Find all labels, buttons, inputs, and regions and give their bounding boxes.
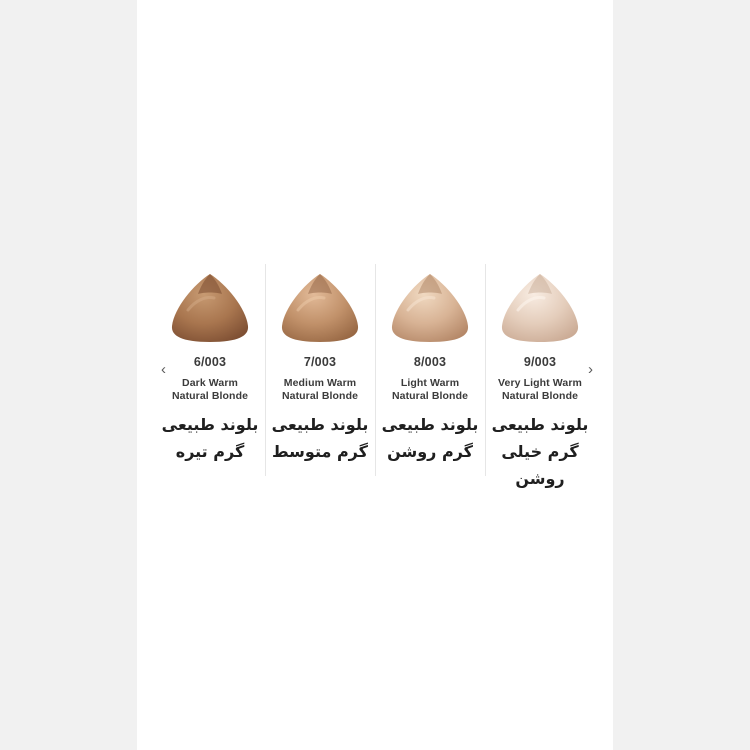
shade-name-fa bbox=[382, 411, 479, 465]
shade-name-en-line1: Light Warm bbox=[400, 377, 460, 389]
hair-strand-shape bbox=[168, 270, 252, 344]
shade-name-fa-line1: بلوند طبیعی bbox=[381, 415, 479, 434]
hair-swatch-image bbox=[270, 262, 370, 350]
shade-name-en bbox=[282, 377, 358, 403]
chevron-left-icon[interactable]: ‹ bbox=[161, 361, 166, 378]
shade-swatch-9-003[interactable] bbox=[485, 262, 595, 492]
shade-name-fa-line2: گرم خیلی روشن bbox=[501, 442, 579, 488]
shade-code: 7/003 bbox=[303, 355, 337, 369]
shade-code: 8/003 bbox=[413, 355, 447, 369]
shade-name-fa bbox=[485, 411, 595, 492]
shade-name-en bbox=[172, 377, 248, 403]
shade-name-en-line1: Very Light Warm bbox=[498, 377, 582, 389]
shade-name-fa-line1: بلوند طبیعی bbox=[491, 415, 589, 434]
shade-name-en bbox=[498, 377, 582, 403]
shade-name-fa-line2: گرم متوسط bbox=[272, 442, 368, 461]
shade-swatch-strip bbox=[137, 262, 613, 492]
shade-code: 9/003 bbox=[523, 355, 557, 369]
shade-swatch-8-003[interactable] bbox=[375, 262, 485, 465]
shade-swatch-6-003[interactable] bbox=[155, 262, 265, 465]
shade-name-fa-line1: بلوند طبیعی bbox=[271, 415, 369, 434]
hair-strand-shape bbox=[388, 270, 472, 344]
shade-name-fa bbox=[272, 411, 369, 465]
hair-strand-shape bbox=[498, 270, 582, 344]
shade-name-en-line1: Dark Warm bbox=[182, 377, 238, 389]
hair-swatch-image bbox=[380, 262, 480, 350]
hair-swatch-image bbox=[160, 262, 260, 350]
shade-name-en bbox=[392, 377, 468, 403]
shade-name-fa-line2: گرم تیره bbox=[175, 442, 245, 461]
shade-name-en-line2: Natural Blonde bbox=[501, 390, 579, 402]
hair-strand-shape bbox=[278, 270, 362, 344]
shade-name-fa bbox=[162, 411, 259, 465]
shade-name-en-line2: Natural Blonde bbox=[281, 390, 359, 402]
shade-name-en-line1: Medium Warm bbox=[283, 377, 357, 389]
shade-code: 6/003 bbox=[193, 355, 227, 369]
shade-name-fa-line1: بلوند طبیعی bbox=[161, 415, 259, 434]
shade-swatch-7-003[interactable] bbox=[265, 262, 375, 465]
hair-swatch-image bbox=[490, 262, 590, 350]
shade-name-en-line2: Natural Blonde bbox=[391, 390, 469, 402]
shade-name-en-line2: Natural Blonde bbox=[171, 390, 249, 402]
shade-name-fa-line2: گرم روشن bbox=[387, 442, 473, 461]
chevron-right-icon[interactable]: › bbox=[588, 361, 593, 378]
product-card bbox=[137, 0, 613, 750]
